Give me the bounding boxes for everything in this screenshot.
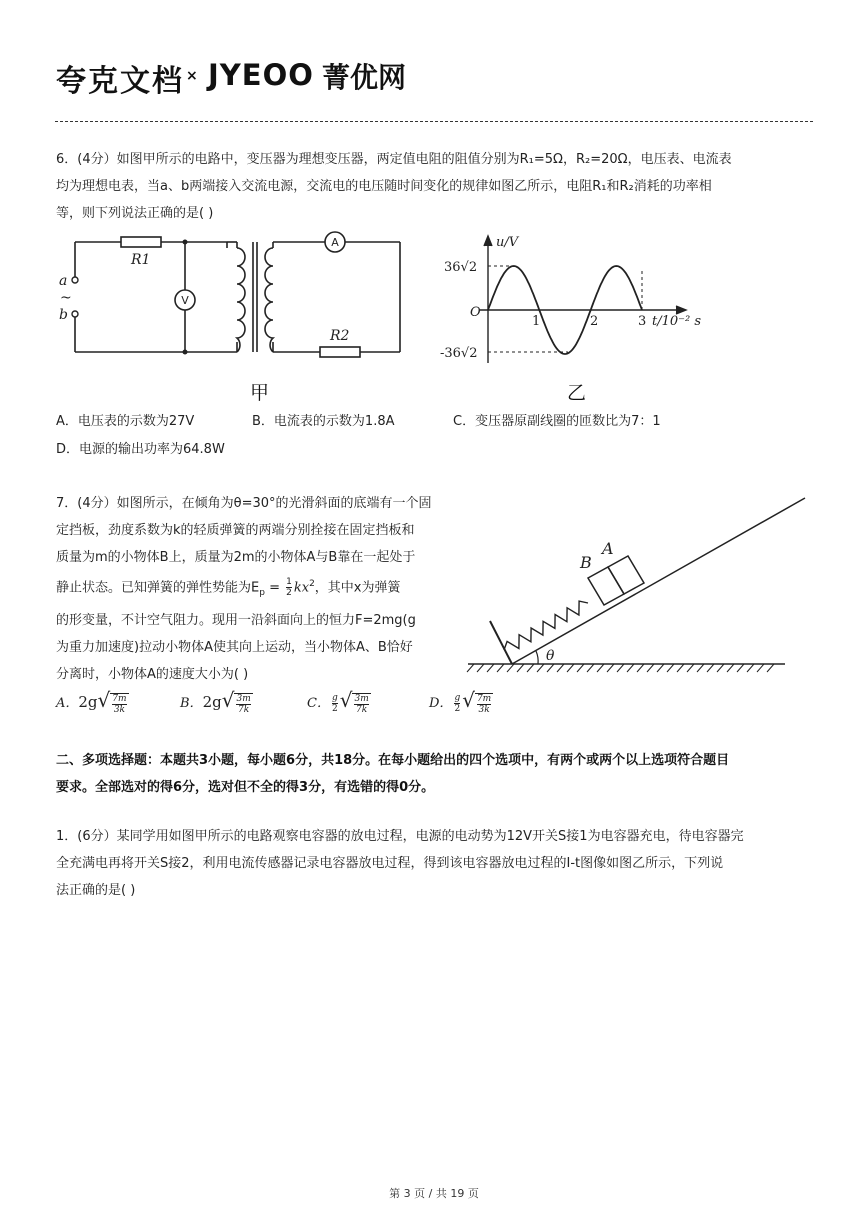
ground-hatch (487, 664, 494, 672)
ground-hatch (677, 664, 684, 672)
label-r1: R1 (131, 252, 151, 268)
circuit-diagram-jia (55, 228, 415, 368)
ground-hatch (707, 664, 714, 672)
ground-hatch (547, 664, 554, 672)
jyeoo-logo-latin: JYEOO (208, 58, 314, 92)
ground-hatch (617, 664, 624, 672)
terminal-a (72, 277, 78, 283)
ground-hatch (597, 664, 604, 672)
q7-option-d[interactable]: D． $\frac{g}{2}$ √ $\frac{7m}{3k}$ (429, 688, 492, 715)
q6-option-b[interactable]: B．电流表的示数为1.8A (252, 414, 395, 429)
label-a: a (59, 273, 68, 289)
section-2-line-2: 要求。全部选对的得6分，选对但不全的得3分，有选错的得0分。 (56, 780, 435, 795)
q1-line-1: 1．(6分）某同学用如图甲所示的电路观察电容器的放电过程，电源的电动势为12V开关S接1为电容器充电，待电容器完 (56, 829, 744, 844)
ground-hatch (717, 664, 724, 672)
label-b: b (59, 307, 68, 323)
q7-option-c[interactable]: C． $\frac{g}{2}$ √ $\frac{3m}{7k}$ (307, 688, 369, 715)
incline-spring-diagram (460, 488, 820, 688)
q7-line-7: 分离时，小物体A的速度大小为( ) (56, 666, 249, 682)
q7-option-a[interactable]: A．2g√ $\frac{7m}{3k}$ (56, 688, 127, 715)
q6-line-1: 6．(4分）如图甲所示的电路中，变压器为理想变压器，两定值电阻的阻值分别为R₁=5Ω，R₂=20Ω，电压表、电流表 (56, 152, 732, 167)
q6-option-a[interactable]: A．电压表的示数为27V (56, 414, 195, 429)
ground-hatch (667, 664, 674, 672)
quark-docs-logo: 夸克文档 (56, 64, 184, 99)
label-r2: R2 (330, 328, 350, 344)
section-2-line-1: 二、多项选择题：本题共3小题，每小题6分，共18分。在每小题给出的四个选项中，有两个或两个以上选项符合题目 (56, 753, 730, 768)
q6-option-d[interactable]: D．电源的输出功率为64.8W (56, 442, 225, 457)
section-2-heading (56, 747, 816, 801)
q7-line-4: 静止状态。已知弹簧的弹性势能为$E_p$ = $\frac{1}{2}$ $kx^2$，其中x为弹簧 (56, 577, 401, 599)
label-ac-tilde: ~ (60, 290, 72, 306)
header-divider (55, 121, 813, 122)
ground-hatch (517, 664, 524, 672)
ground-hatch (647, 664, 654, 672)
q7-line-1: 7．(4分）如图所示，在倾角为θ=30°的光滑斜面的底端有一个固 (56, 496, 432, 511)
wave-xlabel: t/10⁻² s (652, 314, 702, 329)
q6-line-3: 等，则下列说法正确的是( ) (56, 206, 214, 221)
q7-line-3: 质量为m的小物体B上，质量为2m的小物体A与B靠在一起处于 (56, 550, 416, 565)
ground-hatch (657, 664, 664, 672)
ground-hatch (527, 664, 534, 672)
ground-hatch (477, 664, 484, 672)
question-1-text (56, 823, 816, 904)
q7-line-6: 为重力加速度)拉动小物体A使其向上运动，当小物体A、B恰好 (56, 639, 413, 655)
ground-hatch (577, 664, 584, 672)
resistor-r2 (320, 347, 360, 357)
wave-t2: 2 (590, 314, 599, 329)
ground-hatch (627, 664, 634, 672)
ground-hatch (567, 664, 574, 672)
logo-separator: × (186, 68, 198, 84)
wave-ybot: -36√2 (440, 346, 478, 361)
ground-hatch (687, 664, 694, 672)
voltage-wave-diagram-yi (440, 228, 720, 368)
label-v: V (181, 294, 189, 307)
wave-origin: O (470, 305, 481, 320)
q7-line-2: 定挡板，劲度系数为k的轻质弹簧的两端分别拴接在固定挡板和 (56, 523, 415, 538)
resistor-r1 (121, 237, 161, 247)
q1-line-2: 全充满电再将开关S接2，利用电流传感器记录电容器放电过程，得到该电容器放电过程的I-t图像如图乙所示，下列说 (56, 856, 724, 871)
ground-hatch (557, 664, 564, 672)
q6-option-c[interactable]: C．变压器原副线圈的匝数比为7：1 (453, 414, 661, 429)
page-number-footer: 第 3 页 / 共 19 页 (389, 1187, 479, 1200)
q7-line-5: 的形变量，不计空气阻力。现用一沿斜面向上的恒力F=2mg(g (56, 612, 416, 628)
ground-hatch (747, 664, 754, 672)
ground-hatch (757, 664, 764, 672)
ground-hatch (737, 664, 744, 672)
question-6-text (56, 146, 816, 227)
spring (504, 601, 588, 650)
ground-hatch (697, 664, 704, 672)
wave-ylabel: u/V (496, 235, 519, 250)
ground-hatch (767, 664, 774, 672)
q7-option-b[interactable]: B．2g√ $\frac{3m}{7k}$ (180, 688, 251, 715)
label-a-meter: A (331, 236, 339, 249)
ground-hatch (537, 664, 544, 672)
terminal-b (72, 311, 78, 317)
wave-t1: 1 (532, 314, 541, 329)
ground-hatch (727, 664, 734, 672)
label-theta: θ (546, 648, 555, 664)
ground-hatch (507, 664, 514, 672)
q6-line-2: 均为理想电表，当a、b两端接入交流电源，交流电的电压随时间变化的规律如图乙所示，电阻R₁和R₂消耗的功率相 (56, 179, 712, 194)
label-block-b: B (580, 553, 592, 572)
label-block-a: A (602, 539, 614, 558)
question-7-text (56, 490, 466, 688)
wave-ytop: 36√2 (444, 260, 478, 275)
block-a (608, 556, 644, 594)
wave-t3: 3 (638, 314, 647, 329)
figure-label-jia: 甲 (250, 382, 270, 404)
ground-hatch (497, 664, 504, 672)
ground-hatch (587, 664, 594, 672)
ground-hatch (607, 664, 614, 672)
jyeoo-logo-chinese: 菁优网 (322, 61, 407, 94)
ground-hatch (467, 664, 474, 672)
q1-line-3: 法正确的是( ) (56, 883, 136, 898)
figure-label-yi: 乙 (567, 382, 587, 404)
ground-hatch (637, 664, 644, 672)
